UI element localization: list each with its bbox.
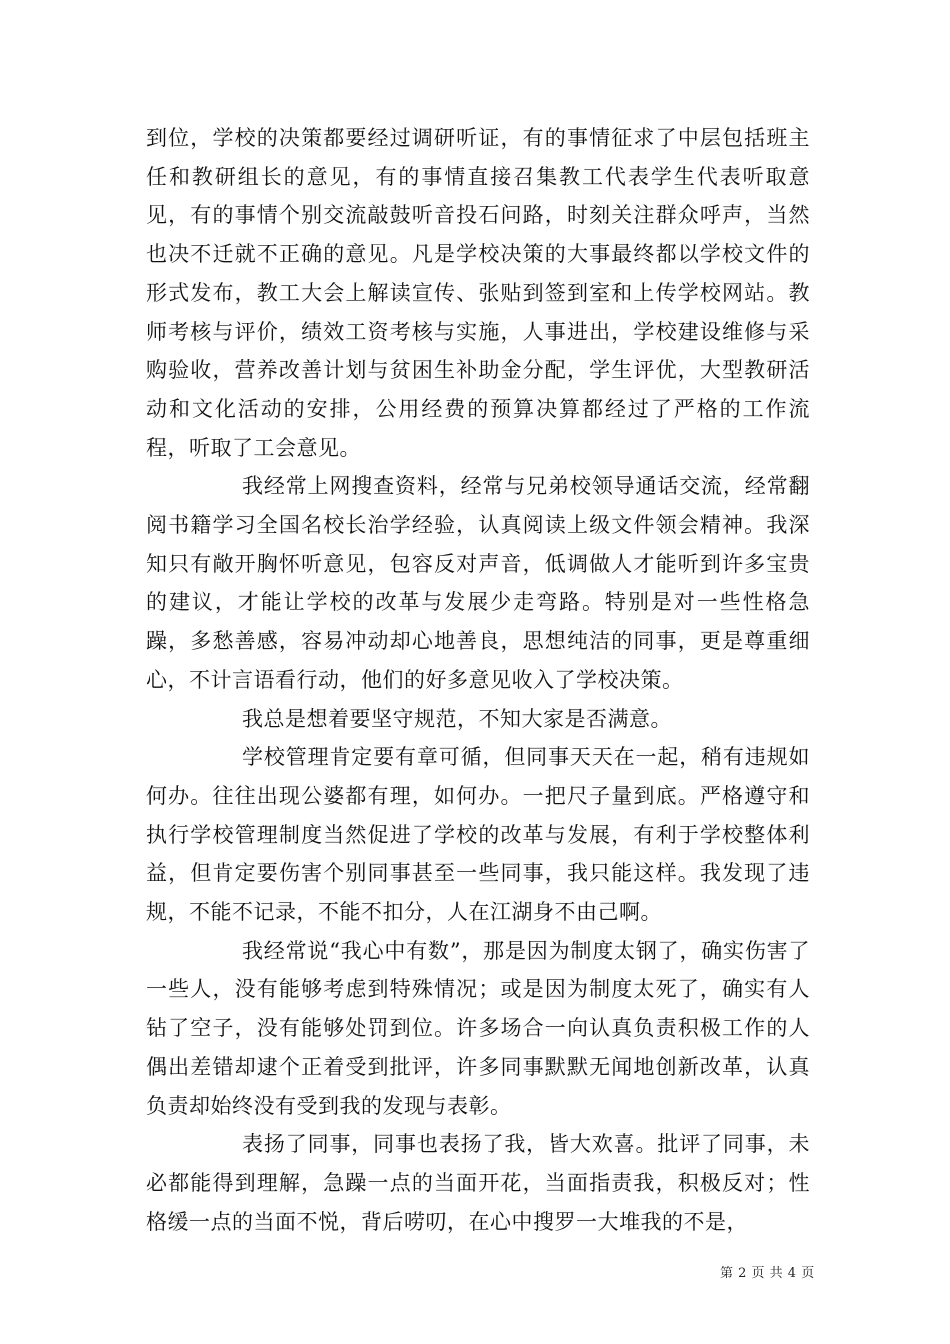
document-body (146, 119, 810, 1241)
paragraph-5: 我经常说“我心中有数”，那是因为制度太钢了，确实伤害了一些人，没有能够考虑到特殊情况；或是因为制度太死了，确实有人钻了空子，没有能够处罚到位。许多场合一向认真负责积极工作的人偶出差错却逮个正着受到批评，许多同事默默无闻地创新改革，认真负责却始终没有受到我的发现与表彰。 (146, 938, 810, 1118)
paragraph-2: 我经常上网搜查资料，经常与兄弟校领导通话交流，经常翻阅书籍学习全国名校长治学经验，认真阅读上级文件领会精神。我深知只有敞开胸怀听意见，包容反对声音，低调做人才能听到许多宝贵的建议，才能让学校的改革与发展少走弯路。特别是对一些性格急躁，多愁善感，容易冲动却心地善良，思想纯洁的同事，更是尊重细心，不计言语看行动，他们的好多意见收入了学校决策。 (146, 474, 810, 692)
paragraph-3: 我总是想着要坚守规范，不知大家是否满意。 (242, 706, 672, 731)
paragraph-6: 表扬了同事，同事也表扬了我，皆大欢喜。批评了同事，未必都能得到理解，急躁一点的当面开花，当面指责我，积极反对；性格缓一点的当面不悦，背后唠叨，在心中搜罗一大堆我的不是， (146, 1132, 810, 1234)
paragraph-4: 学校管理肯定要有章可循，但同事天天在一起，稍有违规如何办。往往出现公婆都有理，如何办。一把尺子量到底。严格遵守和执行学校管理制度当然促进了学校的改革与发展，有利于学校整体利益，但肯定要伤害个别同事甚至一些同事，我只能这样。我发现了违规，不能不记录，不能不扣分，人在江湖身不由己啊。 (146, 745, 810, 925)
page-number: 第 2 页 共 4 页 (720, 1266, 815, 1281)
paragraph-1: 到位，学校的决策都要经过调研听证，有的事情征求了中层包括班主任和教研组长的意见，有的事情直接召集教工代表学生代表听取意见，有的事情个别交流敲鼓听音投石问路，时刻关注群众呼声，当然也决不迁就不正确的意见。凡是学校决策的大事最终都以学校文件的形式发布，教工大会上解读宣传、张贴到签到室和上传学校网站。教师考核与评价，绩效工资考核与实施，人事进出，学校建设维修与采购验收，营养改善计划与贫困生补助金分配，学生评优，大型教研活动和文化活动的安排，公用经费的预算决算都经过了严格的工作流程，听取了工会意见。 (146, 126, 810, 460)
